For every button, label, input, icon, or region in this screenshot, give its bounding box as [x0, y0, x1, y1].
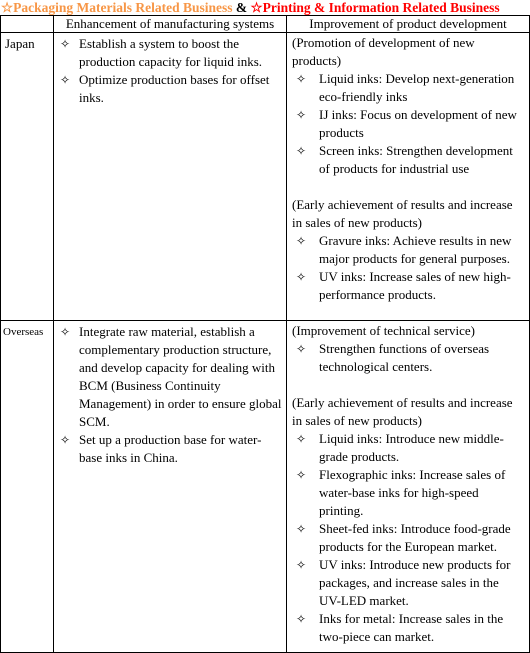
list-item-text: UV inks: Increase sales of new high-performance products. — [319, 269, 511, 302]
four-pointed-star-outline-icon: ✧ — [295, 342, 307, 356]
list-item-text: Integrate raw material, establish a complementary production structure, and develop capacity for dealing with BCM (Business Continuity Management) in order to ensure global SCM. — [79, 324, 282, 429]
list-item — [54, 71, 282, 107]
list-item-text: Inks for metal: Increase sales in the two-piece can market. — [319, 611, 504, 644]
list-item — [292, 556, 519, 610]
region-label: Overseas — [1, 321, 54, 653]
list-item-text: Strengthen functions of overseas technological centers. — [319, 341, 490, 374]
header-manufacturing: Enhancement of manufacturing systems — [54, 16, 287, 33]
four-pointed-star-outline-icon: ✧ — [59, 325, 71, 339]
list-item-text: Gravure inks: Achieve results in new major products for general purposes. — [319, 233, 512, 266]
list-item-text: IJ inks: Focus on development of new products — [319, 107, 517, 140]
title-printing: ☆Printing & Information Related Business — [250, 0, 500, 15]
product-development-cell — [287, 321, 530, 653]
list-item — [292, 610, 519, 646]
table-row-japan — [1, 33, 530, 321]
list-item — [54, 323, 282, 431]
four-pointed-star-outline-icon: ✧ — [59, 37, 71, 51]
four-pointed-star-outline-icon: ✧ — [59, 73, 71, 87]
list-item-text: Sheet-fed inks: Introduce food-grade products for the European market. — [319, 521, 511, 554]
list-item — [292, 70, 519, 106]
manufacturing-cell — [54, 33, 287, 321]
four-pointed-star-outline-icon: ✧ — [295, 522, 307, 536]
header-product-development: Improvement of product development — [287, 16, 530, 33]
list-item-text: Screen inks: Strengthen development of products for industrial use — [319, 143, 513, 176]
group-list — [292, 430, 523, 646]
list-item-text: Optimize production bases for offset inks. — [79, 72, 270, 105]
four-pointed-star-outline-icon: ✧ — [295, 144, 307, 158]
title-ampersand: & — [232, 0, 251, 15]
title-packaging: ☆Packaging Materials Related Business — [1, 0, 233, 15]
group-heading: (Promotion of development of new products) — [292, 35, 475, 68]
manufacturing-list — [54, 321, 286, 467]
list-item — [292, 268, 519, 304]
list-item — [292, 232, 519, 268]
group-spacer — [292, 376, 523, 394]
list-item-text: Set up a production base for water-base inks in China. — [79, 432, 262, 465]
region-label: Japan — [1, 33, 54, 321]
four-pointed-star-outline-icon: ✧ — [295, 432, 307, 446]
table-row-overseas — [1, 321, 530, 653]
product-development-cell — [287, 33, 530, 321]
list-item — [292, 430, 519, 466]
table-header-row — [1, 16, 530, 33]
four-pointed-star-outline-icon: ✧ — [295, 234, 307, 248]
group-heading: (Early achievement of results and increase in sales of new products) — [292, 197, 513, 230]
strategy-table — [0, 15, 530, 653]
list-item — [292, 520, 519, 556]
four-pointed-star-outline-icon: ✧ — [295, 558, 307, 572]
document-title — [0, 0, 530, 15]
list-item — [54, 431, 282, 467]
list-item — [292, 466, 519, 520]
four-pointed-star-outline-icon: ✧ — [295, 108, 307, 122]
four-pointed-star-outline-icon: ✧ — [295, 72, 307, 86]
group-list — [292, 340, 523, 376]
list-item-text: Flexographic inks: Increase sales of water-base inks for high-speed printing. — [319, 467, 506, 518]
four-pointed-star-outline-icon: ✧ — [295, 612, 307, 626]
four-pointed-star-outline-icon: ✧ — [295, 468, 307, 482]
group-heading: (Improvement of technical service) — [292, 323, 475, 338]
list-item — [292, 142, 519, 178]
list-item-text: Establish a system to boost the production capacity for liquid inks. — [79, 36, 263, 69]
manufacturing-list — [54, 33, 286, 107]
list-item — [54, 35, 282, 71]
group-list — [292, 232, 523, 304]
header-region — [1, 16, 54, 33]
list-item — [292, 340, 519, 376]
list-item-text: UV inks: Introduce new products for packages, and increase sales in the UV-LED market. — [319, 557, 511, 608]
group-spacer — [292, 178, 523, 196]
list-item-text: Liquid inks: Introduce new middle-grade products. — [319, 431, 504, 464]
group-heading: (Early achievement of results and increase in sales of new products) — [292, 395, 513, 428]
manufacturing-cell — [54, 321, 287, 653]
list-item-text: Liquid inks: Develop next-generation eco-friendly inks — [319, 71, 515, 104]
list-item — [292, 106, 519, 142]
group-list — [292, 70, 523, 178]
four-pointed-star-outline-icon: ✧ — [59, 433, 71, 447]
four-pointed-star-outline-icon: ✧ — [295, 270, 307, 284]
